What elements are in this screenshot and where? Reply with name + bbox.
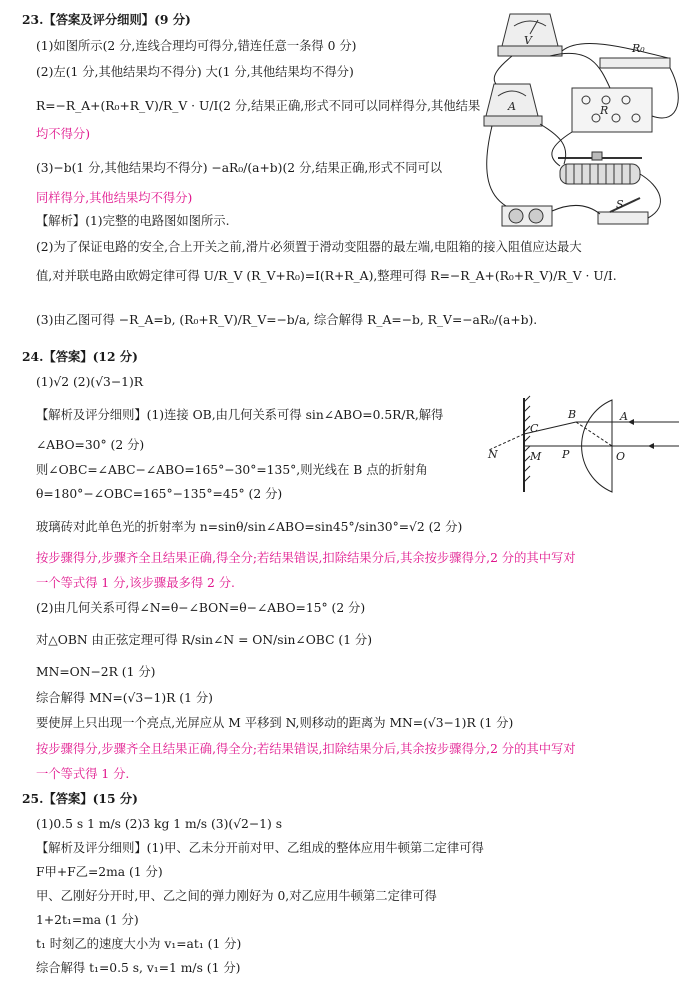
q24-line-10: MN=ON−2R (1 分) <box>36 665 156 679</box>
optics-figure <box>484 392 684 497</box>
q25-header: 25.【答案】(15 分) <box>22 791 138 806</box>
q24-line-7: 一个等式得 1 分,该步骤最多得 2 分. <box>36 576 235 590</box>
q23-line-4: 均不得分) <box>36 127 90 141</box>
q24-line-13: 按步骤得分,步骤齐全且结果正确,得全分;若结果错误,扣除结果分后,其余按步骤得分,2 分的其中写对 <box>36 742 576 756</box>
point-n-label: N <box>488 448 498 461</box>
resistor-r0-icon <box>600 58 670 68</box>
q23-line-5: (3)−b(1 分,其他结果均不得分) −aR₀/(a+b)(2 分,结果正确,形式不同可以 <box>36 161 443 175</box>
q23-line-6: 同样得分,其他结果均不得分) <box>36 191 193 205</box>
q25-line-3: 甲、乙刚好分开时,甲、乙之间的弹力刚好为 0,对乙应用牛顿第二定律可得 <box>36 889 437 903</box>
q25-line-4: 1+2t₁=ma (1 分) <box>36 913 139 927</box>
q23-line-7: 【解析】(1)完整的电路图如图所示. <box>36 214 230 228</box>
q24-line-11: 综合解得 MN=(√3−1)R (1 分) <box>36 691 213 705</box>
q24-line-2: ∠ABO=30° (2 分) <box>36 438 145 452</box>
q24-line-3: 则∠OBC=∠ABC−∠ABO=165°−30°=135°,则光线在 B 点的折射角 <box>36 463 428 477</box>
q23-line-2: (2)左(1 分,其他结果均不得分) 大(1 分,其他结果均不得分) <box>36 65 354 79</box>
q24-line-5: 玻璃砖对此单色光的折射率为 n=sinθ/sin∠ABO=sin45°/sin30°=√2 (2 分) <box>36 520 463 534</box>
q25-line-5: t₁ 时刻乙的速度大小为 v₁=at₁ (1 分) <box>36 937 242 951</box>
q23-line-3: R=−R_A+(R₀+R_V)/R_V · U/I(2 分,结果正确,形式不同可以同样得分,其他结果 <box>36 99 481 113</box>
q24-line-9: 对△OBN 由正弦定理可得 R/sin∠N = ON/sin∠OBC (1 分) <box>36 633 373 647</box>
q24-header: 24.【答案】(12 分) <box>22 349 138 364</box>
voltmeter-label: V <box>524 34 532 47</box>
battery-icon <box>502 206 552 226</box>
q25-line-1: 【解析及评分细则】(1)甲、乙未分开前对甲、乙组成的整体应用牛顿第二定律可得 <box>36 841 484 855</box>
q23-line-8: (2)为了保证电路的安全,合上开关之前,滑片必须置于滑动变阻器的最左端,电阻箱的接入阻值应达最大 <box>36 240 582 254</box>
q24-line-4: θ=180°−∠OBC=165°−135°=45° (2 分) <box>36 487 283 501</box>
point-a-label: A <box>620 410 628 423</box>
q24-line-1: 【解析及评分细则】(1)连接 OB,由几何关系可得 sin∠ABO=0.5R/R,解得 <box>36 408 444 422</box>
q23-line-10: (3)由乙图可得 −R_A=b, (R₀+R_V)/R_V=−b/a, 综合解得 R_A=−b, R_V=−aR₀/(a+b). <box>36 313 538 327</box>
q23-line-9: 值,对并联电路由欧姆定律可得 U/R_V (R_V+R₀)=I(R+R_A),整理可得 R=−R_A+(R₀+R_V)/R_V · U/I. <box>36 269 617 283</box>
point-b-label: B <box>568 408 577 421</box>
q25-answer: (1)0.5 s 1 m/s (2)3 kg 1 m/s (3)(√2−1) s <box>36 817 283 831</box>
rheostat-icon <box>558 152 642 184</box>
point-o-label: O <box>616 450 626 463</box>
r0-label: R₀ <box>632 42 645 55</box>
q25-line-2: F甲+F乙=2ma (1 分) <box>36 865 163 879</box>
q23-header: 23.【答案及评分细则】(9 分) <box>22 12 191 27</box>
circuit-figure <box>480 6 685 236</box>
ammeter-label: A <box>508 100 516 113</box>
s-label: S <box>616 198 624 211</box>
point-p-label: P <box>562 448 570 461</box>
q24-answer: (1)√2 (2)(√3−1)R <box>36 375 144 389</box>
q25-line-6: 综合解得 t₁=0.5 s, v₁=1 m/s (1 分) <box>36 961 241 975</box>
q24-line-12: 要使屏上只出现一个亮点,光屏应从 M 平移到 N,则移动的距离为 MN=(√3−1)R (1 分) <box>36 716 514 730</box>
q24-line-6: 按步骤得分,步骤齐全且结果正确,得全分;若结果错误,扣除结果分后,其余按步骤得分,2 分的其中写对 <box>36 551 576 565</box>
r-label: R <box>600 104 609 117</box>
q24-line-14: 一个等式得 1 分. <box>36 767 130 781</box>
point-c-label: C <box>530 422 539 435</box>
q24-line-8: (2)由几何关系可得∠N=θ−∠BON=θ−∠ABO=15° (2 分) <box>36 601 366 615</box>
resistance-box-icon <box>572 88 652 132</box>
point-m-label: M <box>530 450 542 463</box>
q23-line-1: (1)如图所示(2 分,连线合理均可得分,错连任意一条得 0 分) <box>36 39 357 53</box>
